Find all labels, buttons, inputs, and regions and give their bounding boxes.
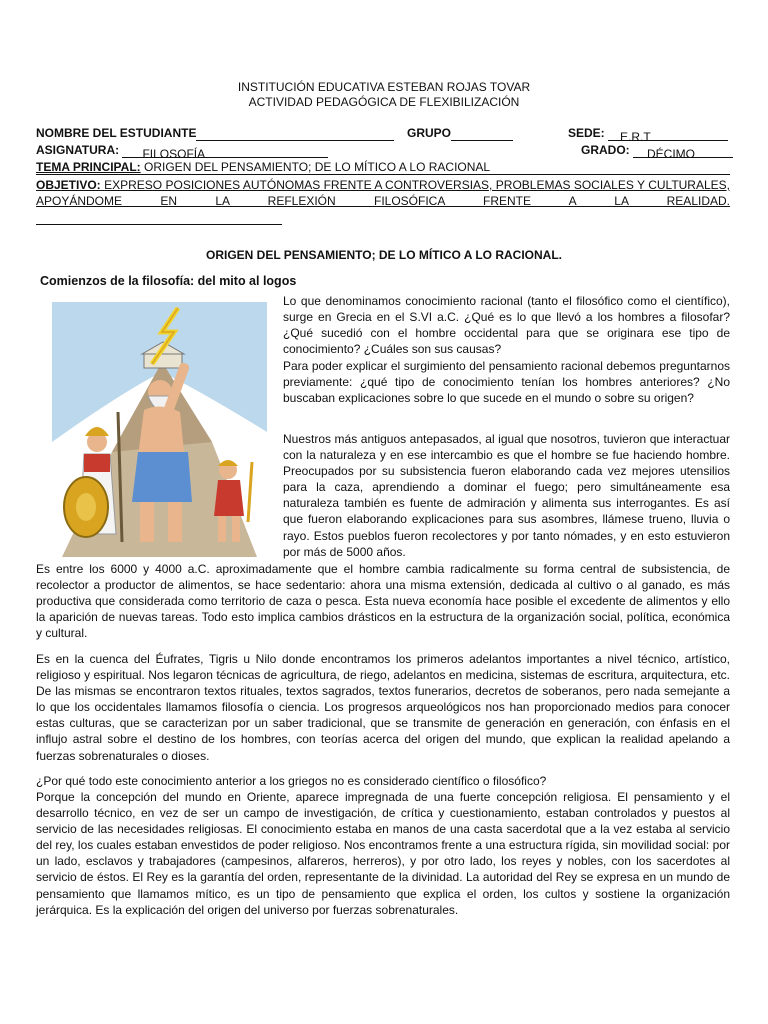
- site-label: SEDE:: [568, 126, 605, 140]
- student-row: [36, 125, 730, 144]
- objective-text-1: EXPRESO POSICIONES AUTÓNOMAS FRENTE A CONTROVERSIAS, PROBLEMAS SOCIALES Y CULTURALES,: [104, 178, 730, 192]
- objective-label: OBJETIVO:: [36, 178, 101, 192]
- institution-name: INSTITUCIÓN EDUCATIVA ESTEBAN ROJAS TOVAR: [237, 80, 531, 94]
- subject-label: ASIGNATURA:: [36, 143, 120, 157]
- subject-row: [36, 142, 730, 161]
- group-field[interactable]: [451, 129, 513, 141]
- grade-field[interactable]: [633, 146, 733, 161]
- document-title: ORIGEN DEL PENSAMIENTO; DE LO MÍTICO A LO RACIONAL.: [205, 248, 562, 262]
- site-field[interactable]: [608, 129, 728, 144]
- paragraph-6: Porque la concepción del mundo en Oriente, aparece impregnada de una fuerte concepción religiosa. El pensamiento y el desarrollo técnico, en vez de ser un campo de investigación, de crítica y cuestionamiento, estaban controlados y puestos al servicio de las necesidades religiosas. El conocimiento estaba en manos de una casta sacerdotal que a la vez estaba al servicio del rey, los cuales estaban envestidos de poder religioso. Nos encontramos frente a una estructura rígida, sin movilidad social: por un lado, esclavos y trabajadores (campesinos, alfareros, herreros), y por otro lado, los reyes y nobles, con los sacerdotes al servicio de éstos. El Rey es la garantía del orden, representante de la divinidad. La autoridad del Rey se expresa en un mundo de pensamiento que llamamos mítico, es un tipo de pensamiento que explica el orden, los cultos y sostiene la organización jerárquica. Es la explicación del origen del universo por fuerzas sobrenaturales.: [36, 790, 730, 917]
- objective-line-1: [36, 177, 730, 193]
- paragraph-1: Lo que denominamos conocimiento racional (tanto el filosófico como el científico), surge en Grecia en el S.VI a.C. ¿Qué es lo que llevó a los hombres a filosofar? ¿Qué sucedió con el hombre occidental para que se originara ese tipo de conocimiento? ¿Cuáles son sus causas?: [283, 294, 730, 357]
- subject-field[interactable]: [122, 146, 328, 161]
- student-name-field[interactable]: [196, 129, 394, 141]
- site-value: E.R.T: [620, 130, 651, 144]
- objective-line-2: APOYÁNDOME EN LA REFLEXIÓN FILOSÓFICA FRENTE A LA REALIDAD.: [36, 194, 730, 208]
- subject-value: FILOSOFÍA: [142, 147, 206, 161]
- section-subtitle: Comienzos de la filosofía: del mito al logos: [40, 274, 297, 288]
- paragraph-6-question: ¿Por qué todo este conocimiento anterior a los griegos no es considerado científico o filosófico?: [36, 774, 547, 788]
- grade-label: GRADO:: [581, 143, 630, 157]
- group-label: GRUPO: [407, 126, 452, 140]
- objective-underline: [36, 224, 282, 225]
- topic-label: TEMA PRINCIPAL:: [36, 160, 141, 174]
- paragraph-5: Es en la cuenca del Éufrates, Tigris u Nilo donde encontramos los primeros adelantos importantes a nivel técnico, artístico, religioso y espiritual. Nos legaron técnicas de agricultura, de riego, adelantos en medicina, sistemas de escritura, arquitectura, etc. De las mismas se encontraron textos rituales, textos sagrados, textos funerarios, decretos de soberanos, pero nada semejante a lo que los occidentales llamamos filosofía o ciencia. Los progresos arqueológicos nos han proporcionado medios para conocer estas culturas, que se caracterizan por un saber tradicional, que se transmite de generación en generación, con énfasis en el influjo astral sobre el destino de los hombres, con teorías acerca del origen del mundo, que explican la realidad apelando a fuerzas sobrenaturales o dioses.: [36, 652, 730, 763]
- topic-value: ORIGEN DEL PENSAMIENTO; DE LO MÍTICO A LO RACIONAL: [144, 160, 491, 174]
- paragraph-3: Nuestros más antiguos antepasados, al igual que nosotros, tuvieron que interactuar con la naturaleza y en ese intercambio es que el hombre se fue haciendo hombre. Preocupados por su subsistencia fueron elaborando cada vez mejores utensilios para la caza, aprendiendo a dominar el fuego; pero simultáneamente esa naturaleza también es fuente de admiración y alimenta sus interrogantes. Es así que fueron elaborando explicaciones para sus asombres, llámese trueno, lluvia o rayo. Estos pueblos fueron recolectores y por tanto nómades, y en esto estuvieron por más de 5000 años.: [283, 432, 730, 559]
- topic-row: [36, 159, 730, 175]
- paragraph-4: Es entre los 6000 y 4000 a.C. aproximadamente que el hombre cambia radicalmente su forma central de subsistencia, de recolector a productor de alimentos, se hace sedentario: ahora una misma extensión, dedicada al cultivo o al ganado, es más productiva que considerada como territorio de caza o pesca. Esta nueva economía hace posible el excedente de alimentos y ello la aparición de nuevas tareas. Todo esto implica cambios drásticos en la estructura de la organización social, política, económica y cultural.: [36, 562, 730, 641]
- myth-illustration: [52, 302, 267, 557]
- grade-value: DÉCIMO: [647, 147, 696, 161]
- student-label: NOMBRE DEL ESTUDIANTE: [36, 126, 197, 140]
- activity-title: ACTIVIDAD PEDAGÓGICA DE FLEXIBILIZACIÓN: [248, 95, 520, 109]
- paragraph-2: Para poder explicar el surgimiento del pensamiento racional debemos preguntarnos previamente: ¿qué tipo de conocimiento tenían los hombres anteriores? ¿No buscaban explicaciones sobre lo que sucede en el mundo o sobre su origen?: [283, 359, 730, 406]
- zeus-athena-hermes-illustration: [52, 302, 267, 557]
